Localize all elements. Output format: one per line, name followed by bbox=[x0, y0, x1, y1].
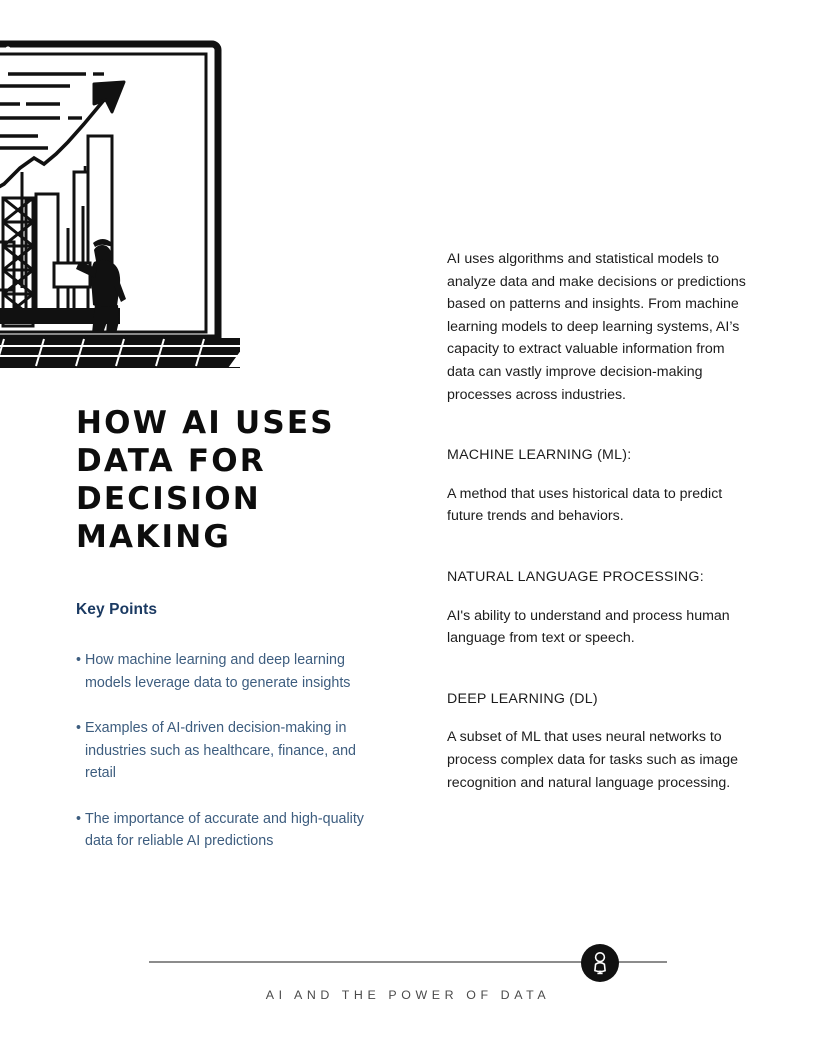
laptop-keyboard-base bbox=[0, 338, 240, 368]
list-item-text: How machine learning and deep learning models leverage data to generate insights bbox=[85, 652, 351, 691]
section-body-machine-learning: A method that uses historical data to predict future trends and behaviors. bbox=[447, 485, 723, 525]
section-heading-natural-language-processing: NATURAL LANGUAGE PROCESSING: bbox=[447, 568, 704, 585]
section-heading-deep-learning: DEEP LEARNING (DL) bbox=[447, 690, 598, 707]
content-column bbox=[447, 248, 747, 794]
laptop-data-growth-illustration bbox=[0, 38, 240, 368]
section-spacer bbox=[447, 528, 747, 566]
heading-spacer bbox=[447, 467, 747, 483]
heading-spacer bbox=[447, 589, 747, 605]
section-body-natural-language-processing: AI's ability to understand and process human language from text or speech. bbox=[447, 607, 730, 647]
title-line-3: DECISION bbox=[76, 481, 261, 517]
section-heading-machine-learning: MACHINE LEARNING (ML): bbox=[447, 447, 632, 464]
heading-spacer bbox=[447, 710, 747, 726]
page-title bbox=[76, 404, 416, 556]
section-spacer bbox=[447, 406, 747, 444]
list-item bbox=[76, 649, 386, 694]
robot-figure-icon bbox=[581, 944, 619, 982]
bullet-icon: • bbox=[76, 720, 82, 736]
title-line-1: HOW AI USES bbox=[76, 405, 335, 441]
list-item-text: Examples of AI-driven decision-making in industries such as healthcare, finance, and retail bbox=[85, 720, 357, 781]
list-item bbox=[76, 717, 386, 785]
title-line-4: MAKING bbox=[76, 519, 231, 555]
section-spacer bbox=[447, 650, 747, 688]
list-item-text: The importance of accurate and high-quality data for reliable AI predictions bbox=[85, 810, 364, 849]
key-points-heading: Key Points bbox=[76, 601, 158, 618]
bullet-icon: • bbox=[76, 652, 82, 668]
key-points-section bbox=[76, 601, 386, 876]
footer-caption: AI AND THE POWER OF DATA bbox=[265, 988, 551, 1002]
list-item bbox=[76, 808, 386, 853]
section-body-deep-learning: A subset of ML that uses neural networks to process complex data for tasks such as image recognition and natural language processing. bbox=[447, 729, 738, 791]
bullet-icon: • bbox=[76, 810, 82, 827]
intro-paragraph: AI uses algorithms and statistical models to analyze data and make decisions or predictions based on patterns and insights. From machine learning models to deep learning systems, AI’s capacity to extract valuable information from data can vastly improve decision-making processes across industries. bbox=[447, 251, 746, 403]
title-line-2: DATA FOR bbox=[76, 443, 266, 479]
